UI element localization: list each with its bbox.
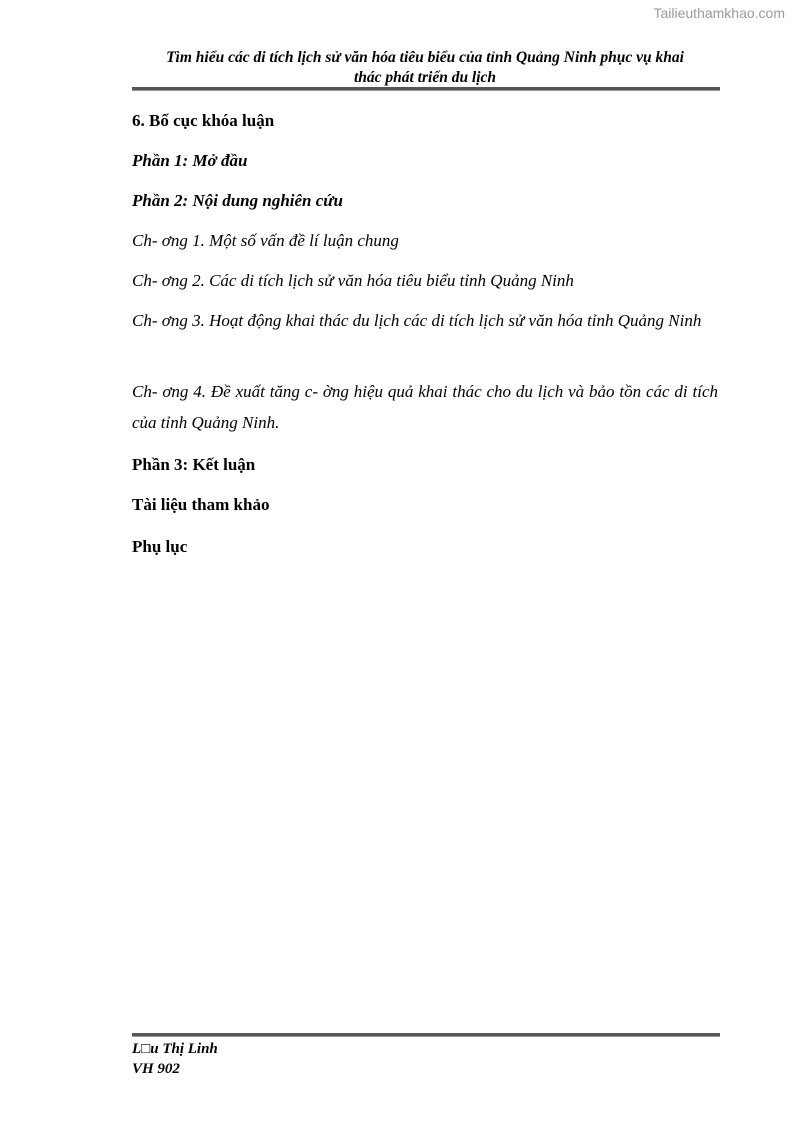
references: Tài liệu tham khảo: [132, 495, 270, 514]
header-title-line1: Tìm hiểu các di tích lịch sử văn hóa tiêu biểu của tỉnh Quảng Ninh phục vụ khai: [166, 49, 684, 66]
watermark: Tailieuthamkhao.com: [653, 5, 785, 21]
footer-rule: [132, 1033, 720, 1037]
chapter-2: Ch- ơng 2. Các di tích lịch sử văn hóa tiêu biểu tỉnh Quảng Ninh: [132, 271, 574, 290]
part-1: Phần 1: Mở đầu: [132, 151, 248, 170]
running-header: [132, 48, 718, 88]
footer-author: L□u Thị Linh: [132, 1041, 218, 1057]
section-heading: 6. Bố cục khóa luận: [132, 111, 275, 130]
footer-class: VH 902: [132, 1061, 180, 1077]
footer: [132, 1039, 218, 1079]
part-3: Phần 3: Kết luận: [132, 455, 256, 474]
part-2: Phần 2: Nội dung nghiên cứu: [132, 191, 343, 210]
chapter-4: Ch- ơng 4. Đề xuất tăng c- ờng hiệu quả khai thác cho du lịch và bảo tồn các di tích của tỉnh Quảng Ninh.: [132, 382, 718, 432]
appendix: Phụ lục: [132, 537, 188, 556]
chapter-3: Ch- ơng 3. Hoạt động khai thác du lịch các di tích lịch sử văn hóa tỉnh Quảng Ninh: [132, 311, 702, 330]
header-rule: [132, 87, 720, 91]
header-title-line2: thác phát triển du lịch: [353, 69, 497, 86]
chapter-1: Ch- ơng 1. Một số vấn đề lí luận chung: [132, 231, 399, 250]
